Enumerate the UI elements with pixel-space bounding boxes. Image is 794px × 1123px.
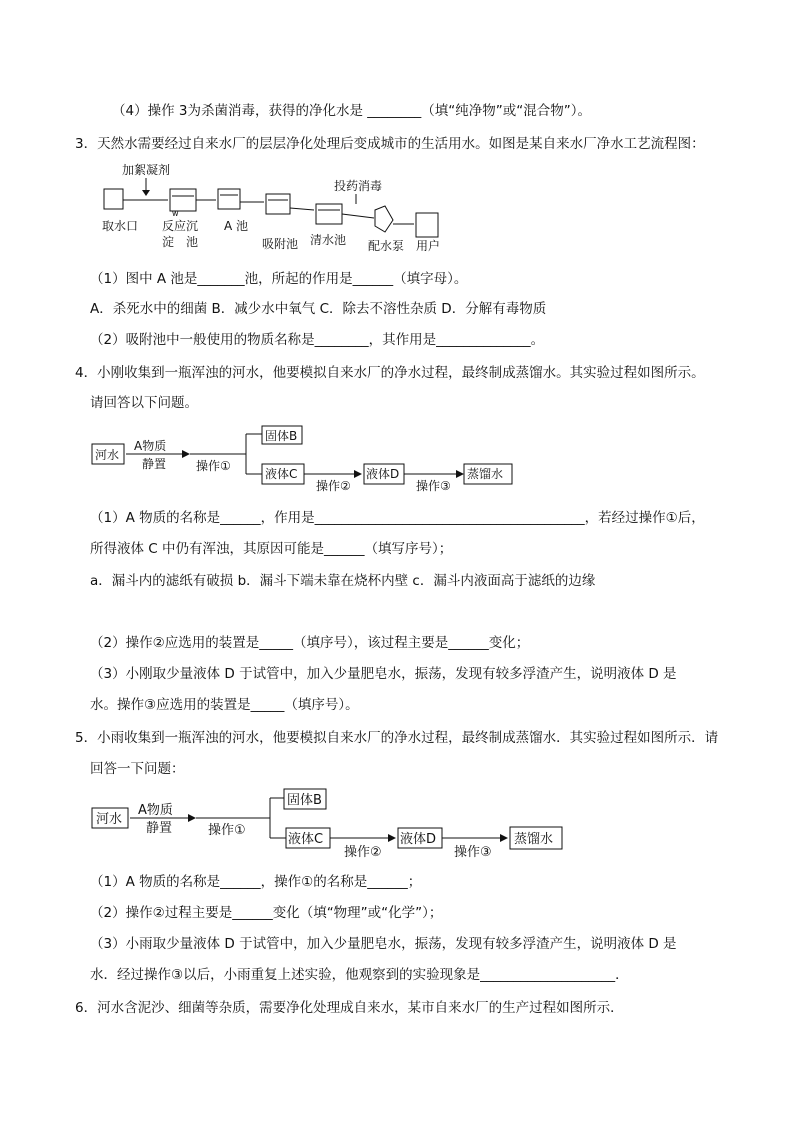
fig2-a-sub: A物质 [134,439,167,453]
question-6: 6．河水含泥沙、细菌等杂质，需要净化处理成自来水，某市自来水厂的生产过程如图所示． [75,1000,624,1016]
fig1-adsorb-label: 吸附池 [262,237,299,251]
q5-part1: （1）A 物质的名称是______，操作①的名称是______； [90,874,422,890]
fig1-intake-box [104,189,123,209]
fig2-op3: 操作③ [416,479,451,493]
q4-part1: （1）A 物质的名称是______，作用是________________________________________，若经过操作①后， [90,510,705,526]
fig1-pump-label: 配水泵 [368,239,405,253]
q4-options: a．漏斗内的滤纸有破损 b．漏斗下端未靠在烧杯内壁 c．漏斗内液面高于滤纸的边缘 [90,573,596,589]
water-plant-flow-diagram [90,158,460,258]
q3-part1: （1）图中 A 池是_______池，所起的作用是______（填字母）。 [90,271,468,287]
q3-options: A．杀死水中的细菌 B．减少水中氧气 C．除去不溶性杂质 D．分解有毒物质 [90,301,547,317]
q5-part3: （3）小雨取少量液体 D 于试管中，加入少量肥皂水，振荡，发现有较多浮渣产生，说明液体 D 是 [90,936,677,952]
fig1-clear-box [316,204,342,224]
fig1-user-label: 用户 [416,239,441,253]
q4-part3-cont: 水。操作③应选用的装置是_____（填序号）。 [90,697,359,713]
fig2-solid: 固体B [265,429,298,443]
fig1-settle-label-1: 反应沉 [162,219,199,233]
q4-part1-cont: 所得液体 C 中仍有浑浊，其原因可能是______（填写序号）； [90,541,453,557]
question-5-line1: 5．小雨收集到一瓶浑浊的河水，他要模拟自来水厂的净水过程，最终制成蒸馏水．其实验过程如图所示．请 [75,730,719,746]
q5-part2: （2）操作②过程主要是______变化（填“物理”或“化学”）； [90,905,443,921]
fig1-pool-a-label: A 池 [224,219,249,233]
fig3-op2: 操作② [344,845,382,860]
fig3-a-sub: A物质 [138,803,173,818]
fig1-add-coagulant: 加絮凝剂 [122,163,171,177]
fig3-liquidD: 液体D [400,832,437,847]
fig1-pump-shape [375,206,393,232]
fig1-clear-label: 清水池 [310,233,347,247]
fig2-river: 河水 [95,448,120,462]
fig3-liquidC: 液体C [288,832,324,847]
fig2-liquidD: 液体D [366,467,400,481]
fig1-dose: 投药消毒 [334,179,383,193]
fig3-op3: 操作③ [454,845,492,860]
q2-part4: （4）操作 3为杀菌消毒，获得的净化水是 ________（填“纯净物”或“混合物”）。 [112,103,591,119]
fig3-still: 静置 [146,821,173,836]
fig3-distilled: 蒸馏水 [514,832,554,847]
fig2-still: 静置 [142,457,167,471]
question-5-line2: 回答一下问题： [90,761,185,777]
fig1-pool-a-box [218,189,240,209]
fig2-liquidC: 液体C [265,467,298,481]
question-3: 3．天然水需要经过自来水厂的层层净化处理后变成城市的生活用水。如图是某自来水厂净水工艺流程图： [75,136,705,152]
q5-part3-cont: 水．经过操作③以后，小雨重复上述实验，他观察到的实验现象是____________________． [90,967,629,983]
fig3-op1: 操作① [208,823,246,838]
q3-part2: （2）吸附池中一般使用的物质名称是________，其作用是______________。 [90,332,545,348]
fig2-distilled: 蒸馏水 [467,467,504,481]
fig3-solid: 固体B [287,793,322,808]
fig1-adsorb-box [266,194,290,214]
fig3-river: 河水 [96,812,123,827]
fig2-op2: 操作② [316,479,351,493]
fig1-settle-label-2: 淀 池 [162,235,199,249]
q4-part3: （3）小刚取少量液体 D 于试管中，加入少量肥皂水，振荡，发现有较多浮渣产生，说明液体 D 是 [90,666,677,682]
distill-flow-diagram-2 [90,786,570,866]
distill-flow-diagram-1 [90,422,520,500]
question-4-line2: 请回答以下问题。 [90,395,198,411]
fig1-intake-label: 取水口 [102,219,139,233]
fig2-op1: 操作① [196,459,231,473]
fig1-settle-box [170,189,196,211]
svg-text:ᴡ: ᴡ [172,209,179,218]
fig1-user-box [416,213,438,237]
question-4-line1: 4．小刚收集到一瓶浑浊的河水，他要模拟自来水厂的净水过程，最终制成蒸馏水。其实验过程如图所示。 [75,365,705,381]
q4-part2: （2）操作②应选用的装置是_____（填序号），该过程主要是______变化； [90,635,530,651]
